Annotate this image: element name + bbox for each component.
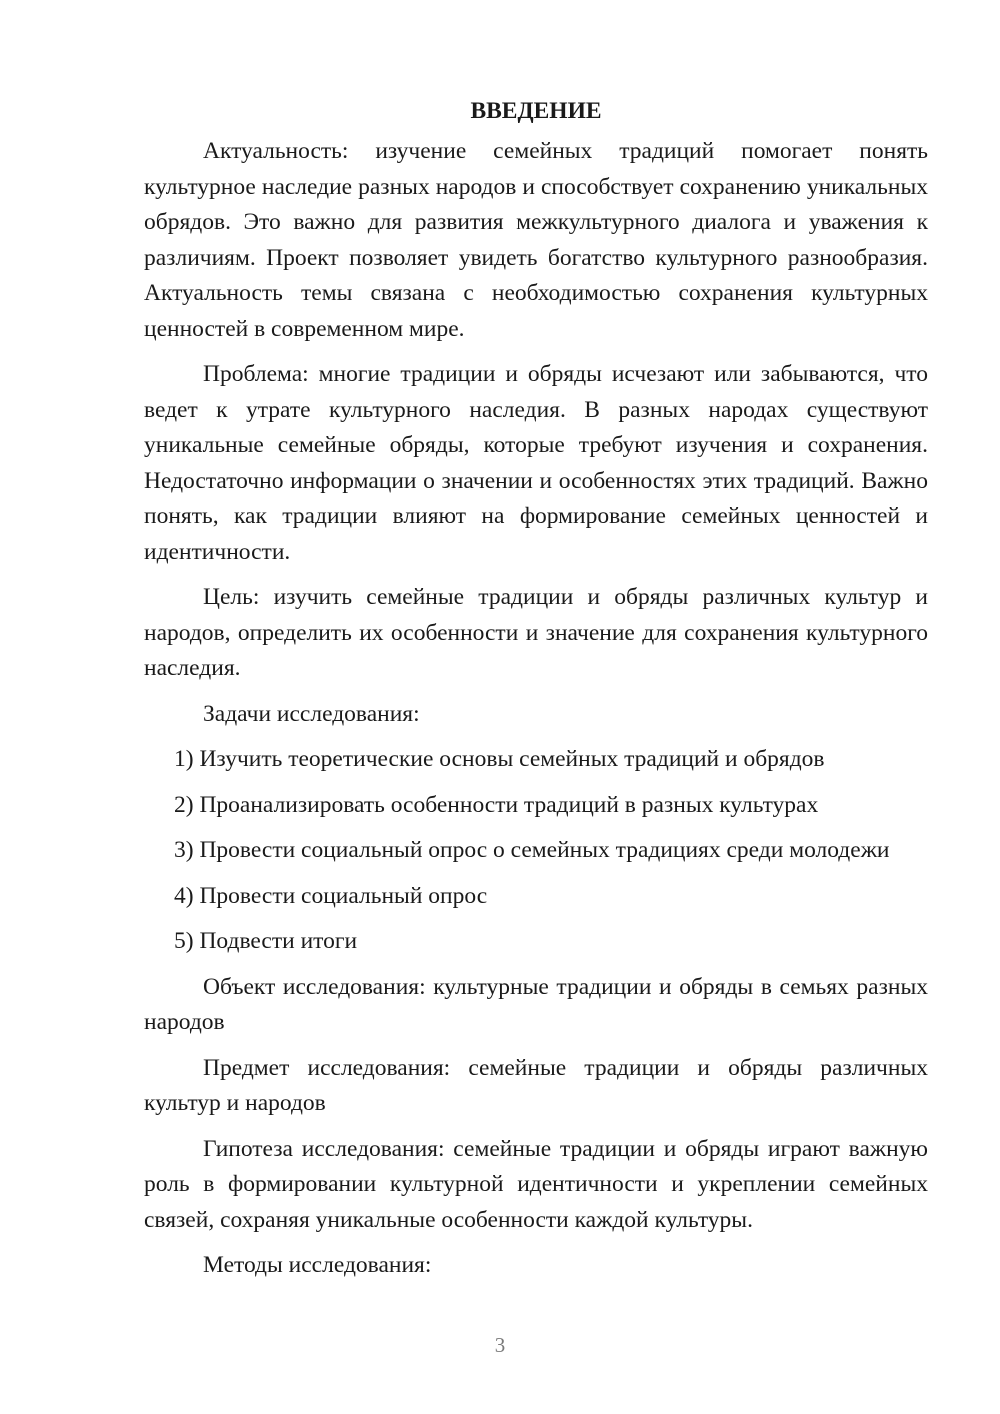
task-item: 3) Провести социальный опрос о семейных традициях среди молодежи [174,837,890,863]
task-item: 5) Подвести итоги [174,928,358,954]
goal-paragraph: Цель: изучить семейные традиции и обряды различных культур и народов, определить их особенности и значение для сохранения культурного наследия. [144,584,928,681]
methods-heading: Методы исследования: [203,1252,432,1278]
task-item: 2) Проанализировать особенности традиций в разных культурах [174,791,819,818]
hypothesis-paragraph: Гипотеза исследования: семейные традиции и обряды играют важную роль в формировании культурной идентичности и укреплении семейных связей, сохраняя уникальные особенности каждой культуры. [144,1135,928,1233]
tasks-list [144,742,928,960]
page-title: ВВЕДЕНИЕ [470,98,602,124]
page-content [144,97,928,1294]
object-paragraph: Объект исследования: культурные традиции и обряды в семьях разных народов [144,973,928,1035]
problem-paragraph: Проблема: многие традиции и обряды исчезают или забываются, что ведет к утрате культурного наследия. В разных народах существуют уникальные семейные обряды, которые требуют изучения и сохранения. Недостаточно информации о значении и особенностях этих традиций. Важно понять, как традиции влияют на формирование семейных ценностей и идентичности. [144,361,928,565]
relevance-paragraph: Актуальность: изучение семейных традиций помогает понять культурное наследие разных народов и способствует сохранению уникальных обрядов. Это важно для развития межкультурного диалога и уважения к различиям. Проект позволяет увидеть богатство культурного разнообразия. Актуальность темы связана с необходимостью сохранения культурных ценностей в современном мире. [144,138,928,342]
task-item: 4) Провести социальный опрос [174,882,488,909]
task-item: 1) Изучить теоретические основы семейных традиций и обрядов [174,746,825,772]
page-number: 3 [494,1333,506,1357]
subject-paragraph: Предмет исследования: семейные традиции и обряды различных культур и народов [144,1054,928,1116]
tasks-heading: Задачи исследования: [203,700,420,727]
